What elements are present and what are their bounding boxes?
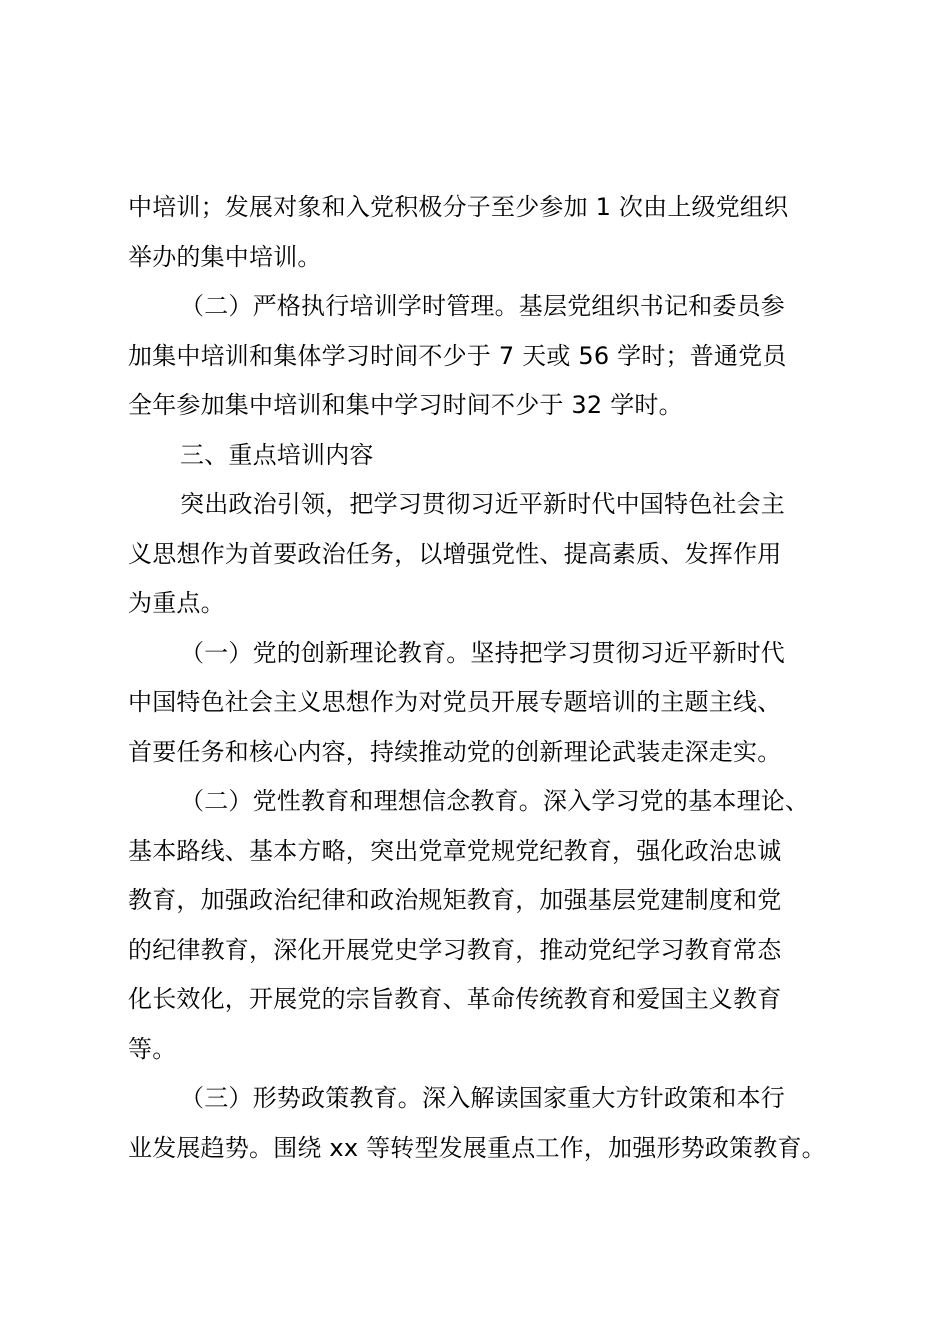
- text-line: 突出政治引领，把学习贯彻习近平新时代中国特色社会主: [180, 490, 785, 518]
- text-line: 等。: [128, 1034, 177, 1063]
- text-line: 举办的集中培训。: [128, 242, 322, 271]
- text-line: 业发展趋势。围绕 xx 等转型发展重点工作，加强形势政策教育。: [128, 1133, 826, 1162]
- text-line: 中培训；发展对象和入党积极分子至少参加 1 次由上级党组织: [128, 193, 789, 221]
- text-line: 化长效化，开展党的宗旨教育、革命传统教育和爱国主义教育: [128, 985, 782, 1013]
- text-line: 的纪律教育，深化开展党史学习教育，推动党纪学习教育常态: [128, 935, 782, 964]
- text-line: 全年参加集中培训和集中学习时间不少于 32 学时。: [128, 391, 683, 419]
- text-line: 基本路线、基本方略，突出党章党规党纪教育，强化政治忠诚: [128, 836, 782, 865]
- text-line: 为重点。: [128, 589, 225, 617]
- chapter-heading: 三、重点培训内容: [180, 440, 374, 469]
- text-line: 加集中培训和集体学习时间不少于 7 天或 56 学时；普通党员: [128, 341, 787, 370]
- text-line: 教育，加强政治纪律和政治规矩教育，加强基层党建制度和党: [128, 886, 782, 914]
- document-body: [128, 183, 834, 1173]
- text-line: 义思想作为首要政治任务，以增强党性、提高素质、发挥作用: [128, 539, 782, 568]
- section-heading: （一）党的创新理论教育。坚持把学习贯彻习近平新时代: [180, 638, 785, 667]
- text-line: 中国特色社会主义思想作为对党员开展专题培训的主题主线、: [128, 688, 782, 716]
- section-heading: （二）严格执行培训学时管理。基层党组织书记和委员参: [180, 292, 785, 320]
- section-heading: （二）党性教育和理想信念教育。深入学习党的基本理论、: [180, 787, 810, 815]
- text-line: 首要任务和核心内容，持续推动党的创新理论武装走深走实。: [128, 737, 782, 766]
- section-heading: （三）形势政策教育。深入解读国家重大方针政策和本行: [180, 1084, 785, 1112]
